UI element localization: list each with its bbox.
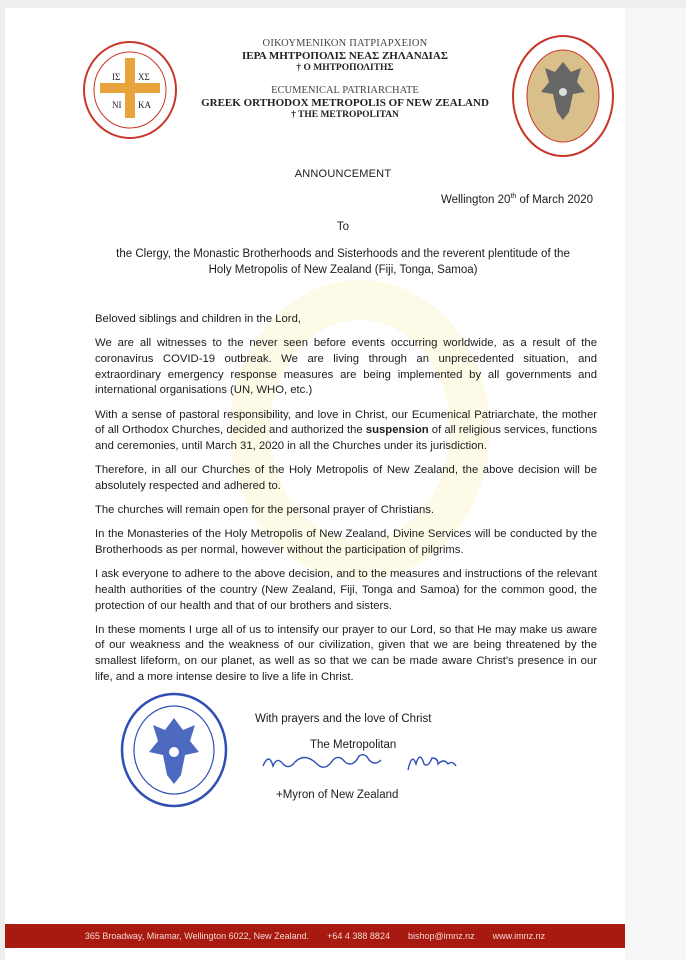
- paragraph-2-text: With a sense of pastoral responsibility, and love in Christ, our Ecumenical Patriarchate, the mother of all Orthodox Churches, decided and authorized the: [95, 408, 597, 437]
- greek-patriarchate-line: ΟΙΚΟΥΜΕΝΙΚΟΝ ΠΑΤΡΙΑΡΧΕΙΟΝ: [262, 38, 428, 49]
- patriarchate-cross-seal-icon: [80, 40, 180, 140]
- svg-text:ΧΣ: ΧΣ: [138, 72, 150, 82]
- paragraph-5: In the Monasteries of the Holy Metropolis of New Zealand, Divine Services will be conducted by the Brotherhoods as per normal, however without the participation of pilgrims.: [95, 528, 597, 556]
- english-metropolitan-line: † THE METROPOLITAN: [291, 110, 399, 120]
- metropolis-eagle-seal-icon: [508, 32, 618, 160]
- date-suffix: of March 2020: [516, 193, 593, 206]
- footer-email[interactable]: bishop@imnz.nz: [407, 931, 475, 941]
- letter-body: [95, 312, 597, 694]
- paragraph-1: We are all witnesses to the never seen before events occurring worldwide, as a result of the coronavirus COVID-19 outbreak. We are living through an unprecedented situation, and extraordinary emergency response measures are being implemented by all governments and international organisations (UN, WHO, etc.): [95, 337, 597, 397]
- date-ordinal: th: [510, 193, 517, 200]
- document-title: ANNOUNCEMENT: [294, 168, 392, 180]
- signatory-name: +Myron of New Zealand: [276, 789, 399, 801]
- paragraph-6: I ask everyone to adhere to the above decision, and to the measures and instructions of the relevant health authorities of the country (New Zealand, Fiji, Tonga and Samoa) for the common good, the protection of our health and that of our brothers and sisters.: [95, 568, 597, 612]
- date-prefix: Wellington 20: [440, 193, 511, 206]
- page-margin: [625, 8, 686, 960]
- to-line: To: [336, 221, 350, 233]
- footer-phone: +64 4 388 8824: [327, 931, 390, 941]
- footer-contact-bar: [5, 924, 625, 948]
- dateline: [441, 193, 593, 206]
- closing-line: With prayers and the love of Christ: [255, 713, 432, 725]
- greek-metropolitan-line: † Ο ΜΗΤΡΟΠΟΛΙΤΗΣ: [296, 63, 394, 73]
- footer-address: 365 Broadway, Miramar, Wellington 6022, New Zealand.: [84, 931, 310, 941]
- greek-metropolis-line: ΙΕΡΑ ΜΗΤΡΟΠΟΛΙΣ ΝΕΑΣ ΖΗΛΑΝΔΙΑΣ: [242, 50, 448, 62]
- svg-text:ΚΑ: ΚΑ: [138, 100, 151, 110]
- paragraph-7: In these moments I urge all of us to intensify our prayer to our Lord, so that He may make us aware of our weakness and the weakness of our civilization, given that we are being threatened by the smallest lifeform, on our planet, as well as so that we can be made aware Christ's presence in our life, and a more intense desire to live a life in Christ.: [95, 623, 597, 683]
- signatory-title: The Metropolitan: [310, 739, 397, 751]
- paragraph-2: [95, 408, 597, 455]
- svg-text:ΝΙ: ΝΙ: [112, 100, 122, 110]
- english-metropolis-line: GREEK ORTHODOX METROPOLIS OF NEW ZEALAND: [201, 97, 489, 109]
- salutation: Beloved siblings and children in the Lord,: [95, 313, 301, 325]
- svg-text:ΙΣ: ΙΣ: [112, 72, 121, 82]
- blue-metropolis-stamp-icon: [118, 690, 230, 810]
- paragraph-3: Therefore, in all our Churches of the Holy Metropolis of New Zealand, the above decision will be absolutely respected and adhered to.: [95, 464, 597, 492]
- paragraph-4: The churches will remain open for the personal prayer of Christians.: [95, 504, 435, 517]
- letterhead: [180, 38, 510, 120]
- suspension-emphasis: suspension: [365, 424, 429, 437]
- english-patriarchate-line: ECUMENICAL PATRIARCHATE: [271, 85, 419, 96]
- recipients: the Clergy, the Monastic Brotherhoods and Sisterhoods and the reverent plentitude of the Holy Metropolis of New Zealand (Fiji, Tonga, Samoa): [116, 248, 570, 276]
- paragraph-2-text-end: of all religious services, functions and ceremonies, until March 31, 2020 in all the Churches under its jurisdiction.: [95, 424, 598, 452]
- footer-website[interactable]: www.imnz.nz: [492, 931, 546, 941]
